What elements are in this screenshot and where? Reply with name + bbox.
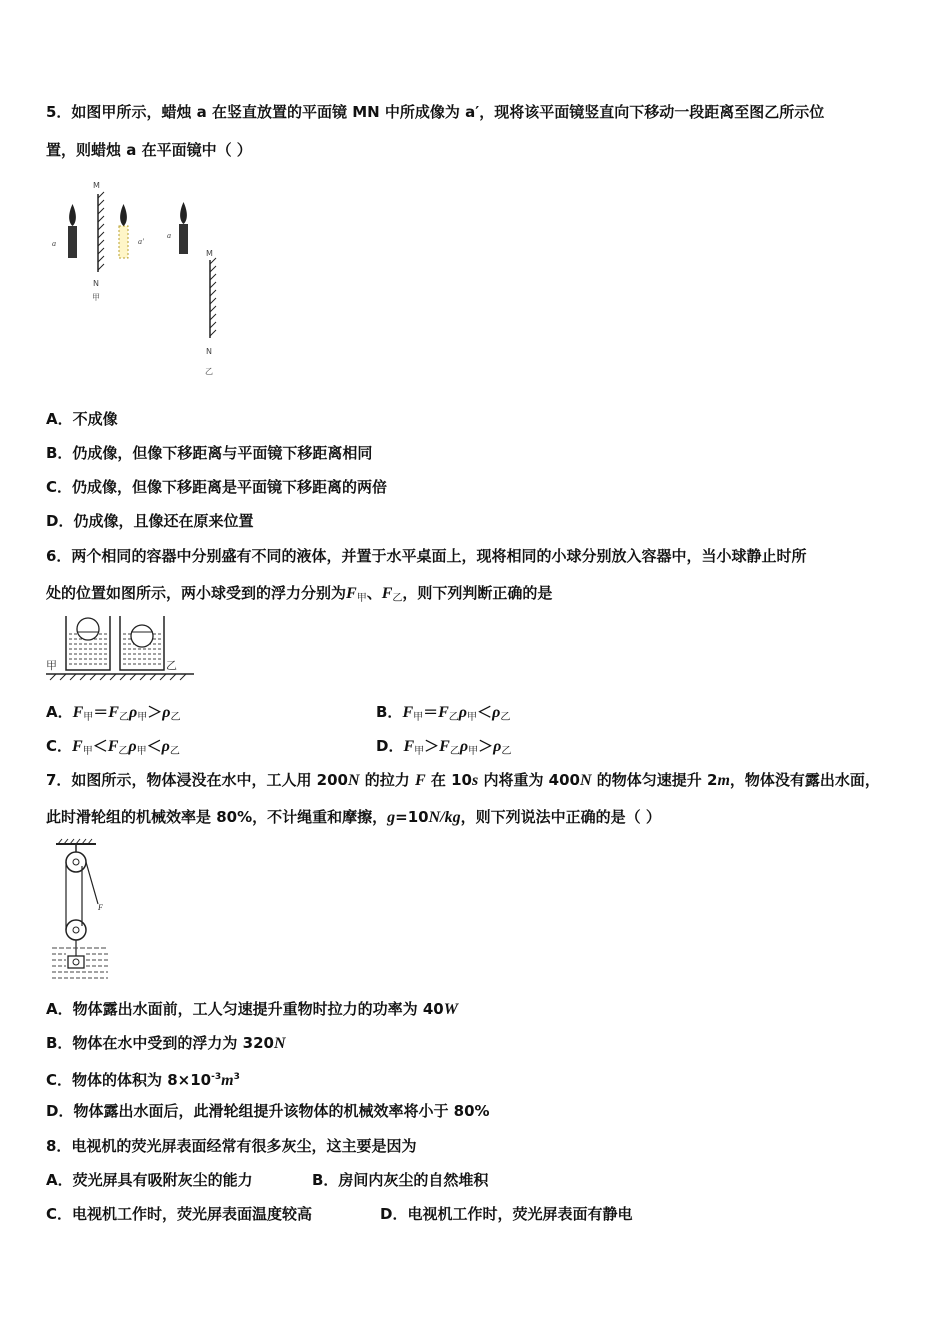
candle-a-flame — [69, 204, 76, 226]
label-n-yi: N — [206, 347, 212, 356]
label-yi: 乙 — [205, 367, 213, 376]
q6-sub-jia: 甲 — [356, 593, 367, 604]
label-a-yi: a — [167, 231, 171, 240]
q7-stem-line2: 此时滑轮组的机械效率是 80%，不计绳重和摩擦，g=10N/kg，则下列说法中正确的是（ ） — [46, 808, 661, 826]
q5-option-b: B．仍成像，但像下移距离与平面镜下移距离相同 — [46, 444, 373, 462]
q6-option-d: D．$F_甲>F_乙\rho_甲>\rho_乙$ — [376, 737, 512, 757]
q6-f-symbol: F — [346, 585, 357, 602]
q8-option-c: C．电视机工作时，荧光屏表面温度较高 — [46, 1205, 313, 1223]
q5-option-a: A．不成像 — [46, 410, 118, 428]
q5-stem-line1: 5．如图甲所示，蜡烛 a 在竖直放置的平面镜 MN 中所成像为 a′，现将该平面镜竖直向下移动一段距离至图乙所示位 — [46, 103, 825, 121]
candle-a-yi-body — [179, 224, 188, 254]
q7-label-f: F — [98, 903, 103, 912]
q7-option-d: D．物体露出水面后，此滑轮组提升该物体的机械效率将小于 80% — [46, 1102, 490, 1120]
q6-label-yi: 乙 — [166, 659, 177, 672]
label-n-jia: N — [93, 279, 99, 288]
q5-stem-line2: 置，则蜡烛 a 在平面镜中（ ） — [46, 141, 252, 159]
q8-option-a: A．荧光屏具有吸附灰尘的能力 — [46, 1171, 253, 1189]
q6-option-a: A．$F_甲=F_乙\rho_甲>\rho_乙$ — [46, 703, 181, 723]
label-a-jia: a — [52, 239, 56, 248]
candle-a-yi-flame — [180, 202, 187, 224]
label-m-jia: M — [93, 181, 100, 190]
q6-option-c: C．$F_甲<F_乙\rho_甲<\rho_乙$ — [46, 737, 180, 757]
label-a-prime: a′ — [138, 237, 144, 246]
q8-option-b: B．房间内灰尘的自然堆积 — [312, 1171, 489, 1189]
q7-stem-line1: 7．如图所示，物体浸没在水中，工人用 200N 的拉力 F 在 10s 内将重为 400N 的物体匀速提升 2m，物体没有露出水面， — [46, 771, 880, 789]
q8-option-d: D．电视机工作时，荧光屏表面有静电 — [380, 1205, 633, 1223]
q5-mirror-figure — [46, 176, 236, 382]
q6-option-b: B．$F_甲=F_乙\rho_甲<\rho_乙$ — [376, 703, 511, 723]
q7-option-a: A．物体露出水面前，工人匀速提升重物时拉力的功率为 40W — [46, 1000, 458, 1018]
q7-option-b: B．物体在水中受到的浮力为 320N — [46, 1034, 286, 1052]
q5-option-c: C．仍成像，但像下移距离是平面镜下移距离的两倍 — [46, 478, 388, 496]
candle-a-body — [68, 226, 77, 258]
pull-rope — [86, 862, 98, 904]
q7-option-c: C．物体的体积为 $8\times 10^{-3}m^3$ — [46, 1071, 240, 1089]
q6-stem-text-b: ，则下列判断正确的是 — [402, 584, 553, 602]
q5-option-d: D．仍成像，且像还在原来位置 — [46, 512, 254, 530]
label-jia: 甲 — [92, 293, 100, 302]
ball-yi — [131, 625, 153, 647]
ball-jia — [77, 618, 99, 640]
q6-label-jia: 甲 — [46, 659, 57, 672]
q8-stem: 8．电视机的荧光屏表面经常有很多灰尘，这主要是因为 — [46, 1137, 417, 1155]
q6-f-symbol-2: F — [381, 585, 393, 602]
submerged-object — [68, 956, 84, 968]
q7-pulley-figure — [46, 838, 116, 984]
q6-sub-yi: 乙 — [392, 593, 403, 604]
candle-image-flame — [120, 204, 127, 226]
q6-stem-line1: 6．两个相同的容器中分别盛有不同的液体，并置于水平桌面上，现将相同的小球分别放入容器中，当小球静止时所 — [46, 547, 807, 565]
q6-containers-figure — [46, 612, 196, 682]
q6-stem-line2 — [46, 583, 552, 609]
label-m-yi: M — [206, 249, 213, 258]
candle-image-body — [119, 226, 128, 258]
q6-sep: 、 — [366, 584, 382, 602]
q6-stem-text-a: 处的位置如图所示，两小球受到的浮力分别为 — [46, 584, 347, 602]
